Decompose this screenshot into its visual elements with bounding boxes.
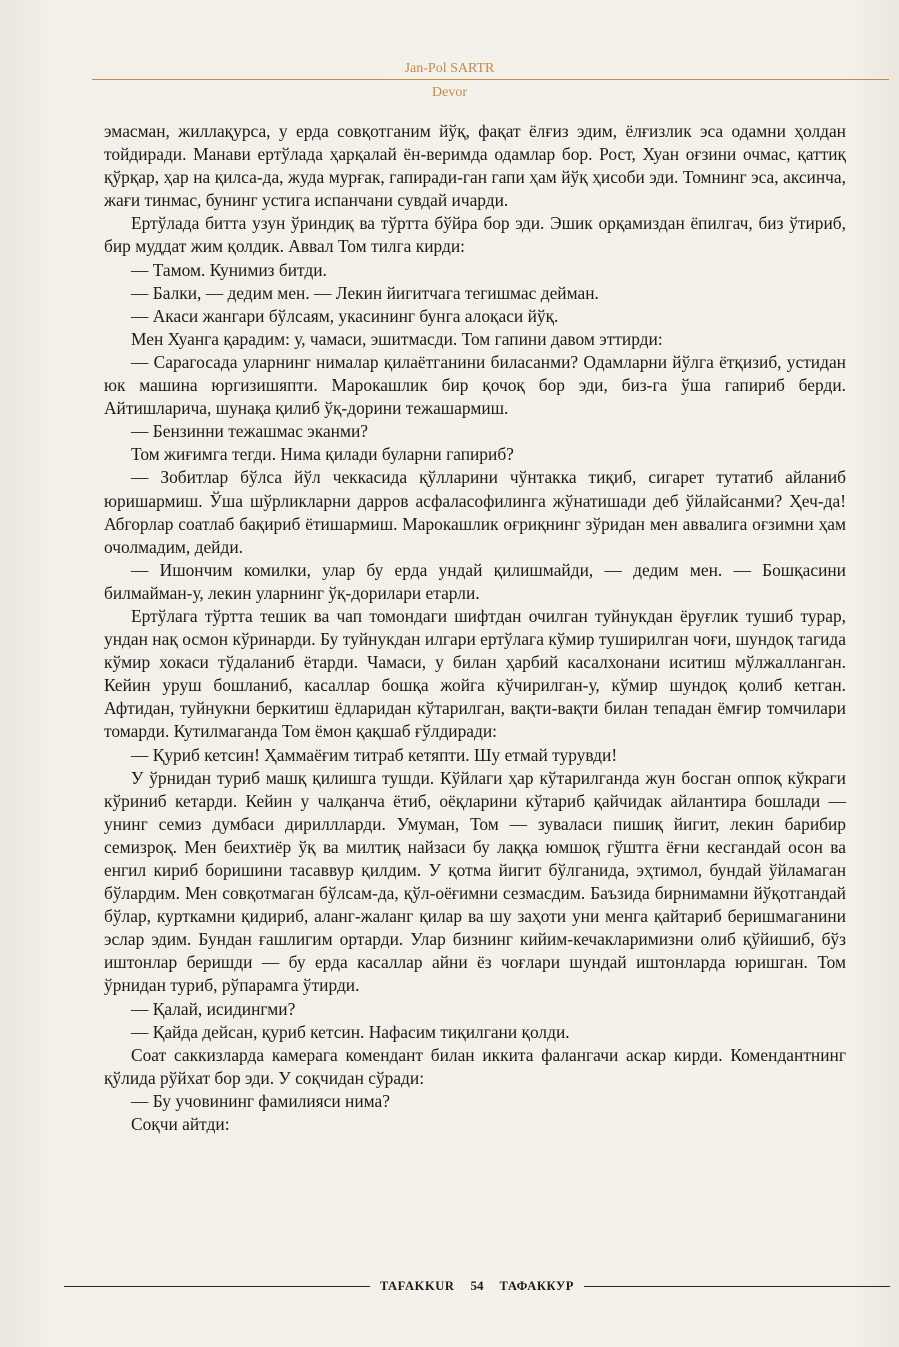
paragraph: — Сарагосада уларнинг нималар қилаётганини биласанми? Одамларни йўлга ётқизиб, устидан юк машина юргизишяпти. Марокашлик бир қочоқ бор эди, биз-га ўша гапириб берди. Айтишларича, шунақа қилиб ўқ-дорини тежашармиш.: [104, 351, 846, 419]
paragraph: У ўрнидан туриб машқ қилишга тушди. Кўйлаги ҳар кўтарилганда жун босган оппоқ кўкраги кўриниб кетарди. Кейин у чалқанча ётиб, оёқларини кўтариб қайчидак айлантира бошлади — унинг семиз думбаси дириллларди. Умуман, Том — зуваласи пишиқ йигит, лекин барибир семизроқ. Мен беихтиёр ўқ ва милтиқ найзаси бу лаққа юмшоқ гўштга ёғни кесгандай осон ва енгил кириб боришини тасаввур қилдим. У қотма йигит бўлганида, эҳтимол, бундай ўйламаган бўлардим. Мен совқотмаган бўлсам-да, қўл-оёғимни сезмасдим. Баъзида бирнимамни йўқотгандай бўлар, курткамни қидириб, аланг-жаланг қилар ва шу заҳоти уни менга қайтариб беришмаганини эслар эдим. Бундан ғашлигим ортарди. Улар бизнинг кийим-кечакларимизни олиб қўйишиб, бўз иштонлар беришди — бу ерда касаллар айни ёз чоғлари шундай иштонларда юришган. Том ўрнидан туриб, рўпарамга ўтирди.: [104, 767, 846, 996]
article-body: [104, 120, 846, 1136]
footer-journal-name-latin: TAFAKKUR: [380, 1278, 455, 1293]
paragraph: — Балки, — дедим мен. — Лекин йигитчага тегишмас дейман.: [131, 282, 599, 303]
paragraph: Ертўлага тўртта тешик ва чап томондаги шифтдан очилган туйнукдан ёруғлик тушиб турар, ундан нақ осмон кўринарди. Бу туйнукдан илгари ертўлага кўмир туширилган чоғи, шундоқ тагида кўмир хокаси тўдаланиб ётарди. Чамаси, у билан ҳарбий касалхонани иситиш мўлжалланган. Кейин уруш бошланиб, касаллар бошқа жойга кўчирилган-у, кўмир шундоқ қолиб кетган. Афтидан, туйнукни беркитиш ёдларидан кўтарилган, вақти-вақти билан тепадан ёмғир томчилари томарди. Кутилмаганда Том ёмон қақшаб ғўлдиради:: [104, 605, 846, 742]
paragraph: Ертўлада битта узун ўриндиқ ва тўртта бўйра бор эди. Эшик орқамиздан ёпилгач, биз ўтириб, бир муддат жим қолдик. Аввал Том тилга кирди:: [104, 213, 846, 257]
paragraph: Соқчи айтди:: [131, 1114, 230, 1135]
paragraph: — Қалай, исидингми?: [131, 998, 296, 1019]
running-head: [0, 60, 899, 102]
footer-journal-name-cyrillic: ТАФАККУР: [499, 1278, 574, 1293]
paragraph: Том жиғимга тегди. Нима қилади буларни гапириб?: [131, 444, 514, 465]
paragraph: — Қуриб кетсин! Ҳаммаёғим титраб кетяпти. Шу етмай турувди!: [131, 744, 618, 765]
paragraph: — Акаси жангари бўлсаям, укасининг бунга алоқаси йўқ.: [131, 305, 559, 326]
paragraph: — Ишончим комилки, улар бу ерда ундай қилишмайди, — дедим мен. — Бошқасини билмайман-у, лекин уларнинг ўқ-дорилари етарли.: [104, 559, 846, 603]
paragraph: — Бу учовининг фамилияси нима?: [131, 1090, 390, 1111]
footer-rule-right: [584, 1286, 890, 1287]
paragraph: — Тамом. Кунимиз битди.: [131, 259, 327, 280]
page-number: 54: [470, 1278, 484, 1293]
paragraph: — Қайда дейсан, қуриб кетсин. Нафасим тиқилгани қолди.: [131, 1021, 570, 1042]
paragraph: — Бензинни тежашмас эканми?: [131, 421, 369, 442]
footer-rule-left: [64, 1286, 370, 1287]
paragraph: — Зобитлар бўлса йўл чеккасида қўлларини чўнтакка тиқиб, сигарет тутатиб айланиб юришармиш. Ўша шўрликларни дарров асфаласофилинга жўнатишади деб ўйлайсанми? Ҳеч-да! Абгорлар соатлаб бақириб ётишармиш. Марокашлик оғриқнинг зўридан мен аввалига оғзимни ҳам очолмадим, дейди.: [104, 467, 846, 557]
paragraph: Мен Хуанга қарадим: у, чамаси, эшитмасди. Том гапини давом эттирди:: [131, 328, 663, 349]
running-head-author: Jan-Pol SARTR: [404, 61, 495, 76]
paragraph: Соат саккизларда камерага комендант билан иккита фалангачи аскар кирди. Комендантнинг қўлида рўйхат бор эди. У соқчидан сўради:: [104, 1044, 846, 1088]
header-rule: [92, 79, 889, 80]
running-head-work-title: Devor: [432, 85, 467, 100]
page-footer: [64, 1276, 890, 1296]
paragraph: эмасман, жиллақурса, у ерда совқотганим йўқ, фақат ёлғиз эдим, ёлғизлик эса одамни ҳолдан тойдиради. Манави ертўлада ҳарқалай ён-веримда одамлар бор. Рост, Хуан оғзини очмас, қаттиқ қўрқар, ҳар на қилса-да, жуда мурғак, гапиради-ган гапи ҳам йўқ ҳисоби эди. Томнинг эса, аксинча, жағи тинмас, бунинг устига испанчани сувдай ичарди.: [104, 121, 846, 211]
